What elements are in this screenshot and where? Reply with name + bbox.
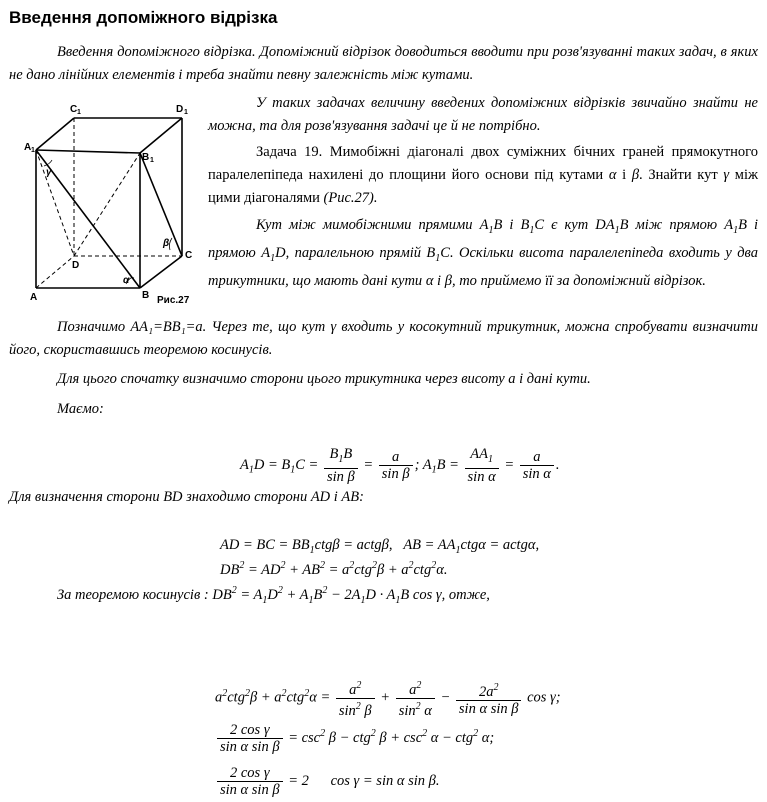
label-gamma: γ [46,167,52,178]
svg-text:1: 1 [31,147,35,154]
label-d: D [72,260,80,271]
right-paragraph-3: Кут між мимобіжними прямими $A_1B$ і $B_1C$ є кут $DA_1B$ між прямою $A_1B$ і прямою $A_1D$, паралельною прямій $B_1C$. Оскільки висота паралелепіпеда входить у два трикутники, що мають дані кути α і β, то приймемо її за допоміжний відрізок. [208,217,759,289]
label-b1: B [142,152,150,163]
right-paragraph-1: У таких задачах величину введених допоміжних відрізків звичайно знайти не можна, та для розв'язування задачі це й не потрібно. [208,95,758,134]
label-d1: D [176,104,184,115]
ab-paragraph: Для визначення сторони BD знаходимо сторони AD і AB: [9,489,364,505]
task-label: Задача [256,144,297,160]
task-number: 19. [304,144,323,160]
intro-paragraph: Введення допоміжного відрізка. Допоміжний відрізок доводиться вводити при розв'язуванні таких задач, в яких не дано лінійних елементів і треба знайти певну залежність між кутами. [9,44,758,83]
formula-a1d: $A_1D = B_1C$ = $\frac{B_1B}{\text{sin β}}$ = $\frac{a}{\text{sin β}}$ ; $A_1B$ = $\frac{AA_1}{\text{sin α}}$ = $\frac{a}{\text{sin α}}$ . [240,446,560,485]
sides-paragraph: Для цього спочатку визначимо сторони цього трикутника через висоту a і дані кути. [57,371,591,387]
svg-text:1: 1 [77,109,81,116]
formula-cos-1: $a^2ctg^2\beta + a^2ctg^2\alpha$ = $\frac{a^2}{\sin^2 \beta}$ + $\frac{a^2}{\sin^2 \alpha}$ − $\frac{2a^2}{\text{sin α sin β}}$ cos γ; [215,680,561,719]
label-b: B [142,290,150,301]
formula-cos-3: $\frac{\text{2 cos γ}}{\text{sin α sin β}}$ = 2 cos γ = sin α sin β. [215,765,439,798]
label-a1: A [24,142,32,153]
parallelepiped-figure [22,98,202,308]
cos-theorem-line: За теоремою косинусів : $DB^2 = A_1D^2 + A_1B^2 - 2A_1D \cdot A_1B$ cos γ, отже, [57,585,490,606]
label-c1: C [70,104,78,115]
formula-ad: AD = BC = $BB_1ctg\beta$ = actgβ, AB = $AA_1ctg\alpha$ = actgα, [220,537,540,556]
label-beta: β [163,238,170,249]
denote-paragraph: Позначимо AA₁=BB₁=a. Через те, що кут γ входить у косокутний трикутник, можна спробувати визначити його, скориставшись теоремою косинусів. [9,319,758,358]
svg-text:1: 1 [150,157,154,164]
have-label: Маємо: [57,401,104,417]
formula-db2: $DB^2 = AD^2 + AB^2 = a^2ctg^2\beta + a^2ctg^2\alpha$. [220,560,448,578]
formula-cos-2: $\frac{\text{2 cos γ}}{\text{sin α sin β}}$ = $\csc^2 \beta - ctg^2$ $\beta + \csc^2 \alpha - ctg^2$ α; [215,722,494,755]
svg-text:1: 1 [184,109,188,116]
label-c: C [185,250,193,261]
figure-caption: Рис.27 [157,295,190,306]
label-alpha: α [123,275,130,286]
task-paragraph: Задача 19. Мимобіжні діагоналі двох суміжних бічних граней прямокутного паралелепіпеда нахилені до площини його основи під кутами α і β. Знайти кут γ між цими діагоналями (Рис.27). [208,144,759,206]
label-a: A [30,292,38,303]
page-title: Введення допоміжного відрізка [9,8,278,27]
